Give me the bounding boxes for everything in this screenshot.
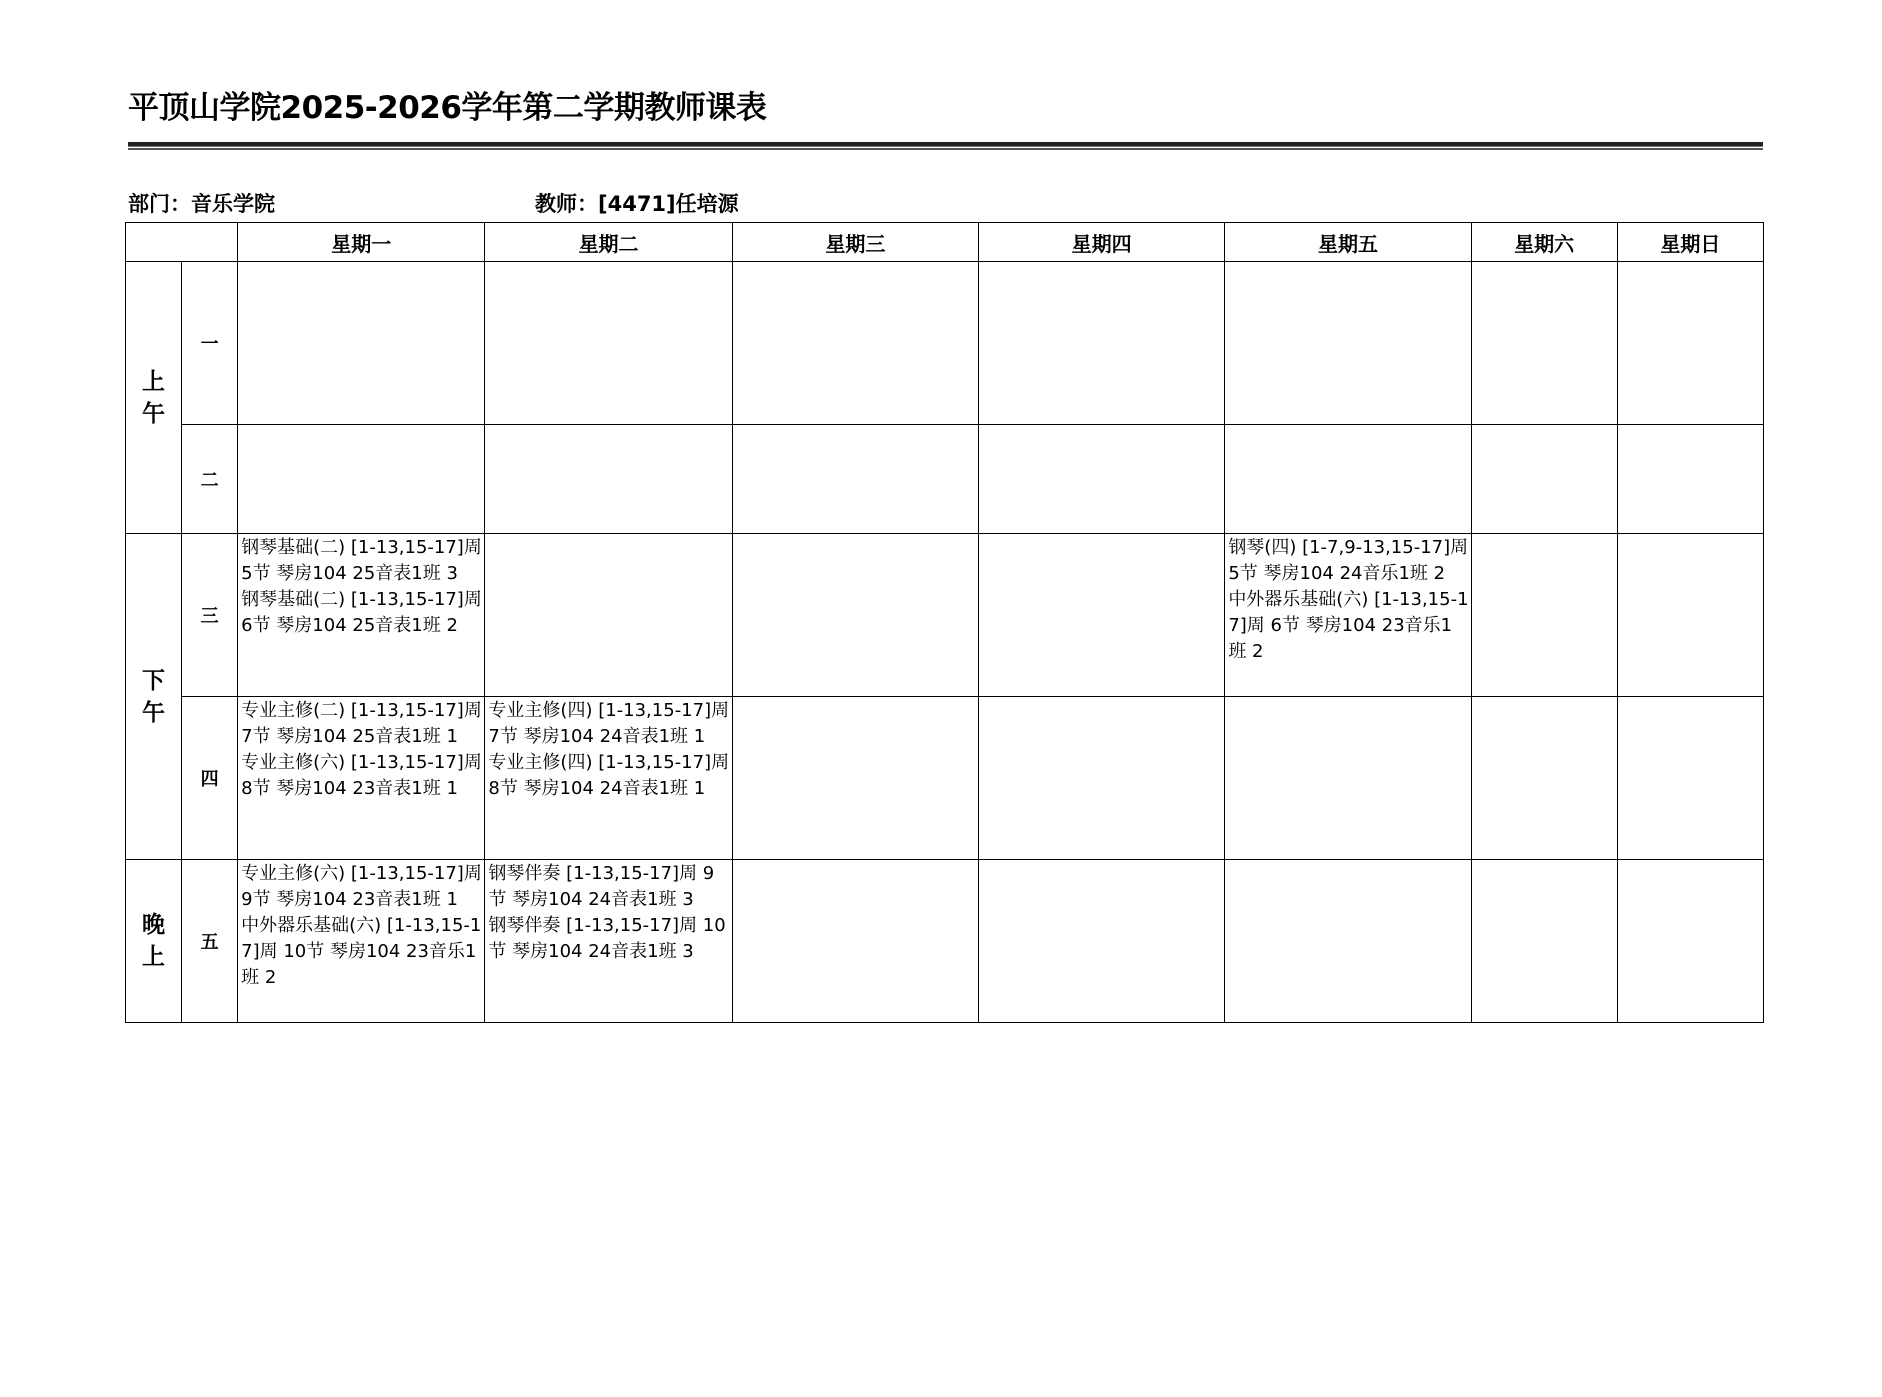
- day-header-row: [126, 223, 1764, 262]
- session-morning: [126, 262, 182, 534]
- slot-p1-mon: [238, 262, 485, 425]
- day-header-wed: 星期三: [732, 223, 978, 262]
- slot-p5-sat: [1471, 860, 1617, 1023]
- session-evening-char-2: 上: [142, 944, 166, 970]
- slot-p4-tue: [485, 697, 732, 860]
- slot-p4-thu: [979, 697, 1225, 860]
- course-entry: 中外器乐基础(六) [1-13,15-17]周 10节 琴房104 23音乐1班 2: [241, 915, 482, 988]
- day-header-mon: 星期一: [238, 223, 485, 262]
- day-header-fri: 星期五: [1225, 223, 1471, 262]
- slot-p3-fri: [1225, 534, 1471, 697]
- slot-p5-mon: [238, 860, 485, 1023]
- period-label-5: 五: [182, 860, 238, 1023]
- course-entry: 专业主修(四) [1-13,15-17]周 7节 琴房104 24音表1班 1: [488, 700, 730, 747]
- course-entry: 专业主修(六) [1-13,15-17]周 8节 琴房104 23音表1班 1: [241, 752, 482, 799]
- slot-p5-sun: [1617, 860, 1763, 1023]
- title-divider: [128, 142, 1763, 147]
- session-afternoon: [126, 534, 182, 860]
- slot-p3-thu: [979, 534, 1225, 697]
- slot-p4-mon: [238, 697, 485, 860]
- slot-p3-tue: [485, 534, 732, 697]
- session-afternoon-char-1: 下: [142, 667, 166, 694]
- slot-p2-mon: [238, 425, 485, 534]
- slot-p1-sat: [1471, 262, 1617, 425]
- course-entry: 钢琴(四) [1-7,9-13,15-17]周 5节 琴房104 24音乐1班 2: [1228, 537, 1469, 584]
- slot-p2-tue: [485, 425, 732, 534]
- timetable: [125, 222, 1764, 1023]
- session-morning-char-2: 午: [142, 400, 166, 427]
- slot-p3-sun: [1617, 534, 1763, 697]
- session-morning-char-1: 上: [142, 368, 166, 395]
- slot-p4-sun: [1617, 697, 1763, 860]
- course-entry: 钢琴基础(二) [1-13,15-17]周 6节 琴房104 25音表1班 2: [241, 589, 482, 636]
- title-divider-thin: [128, 148, 1763, 150]
- slot-p3-sat: [1471, 534, 1617, 697]
- day-header-sun: 星期日: [1617, 223, 1763, 262]
- course-entry: 钢琴伴奏 [1-13,15-17]周 10节 琴房104 24音表1班 3: [488, 915, 726, 962]
- course-entry: 专业主修(四) [1-13,15-17]周 8节 琴房104 24音表1班 1: [488, 752, 730, 799]
- period-row-4: [126, 697, 1764, 860]
- period-label-1: 一: [182, 262, 238, 425]
- day-header-sat: 星期六: [1471, 223, 1617, 262]
- page-title: 平顶山学院2025-2026学年第二学期教师课表: [128, 90, 767, 126]
- slot-p2-thu: [979, 425, 1225, 534]
- slot-p5-thu: [979, 860, 1225, 1023]
- corner-cell: [126, 223, 238, 262]
- slot-p1-wed: [732, 262, 978, 425]
- course-entry: 专业主修(二) [1-13,15-17]周 7节 琴房104 25音表1班 1: [241, 700, 482, 747]
- slot-p1-fri: [1225, 262, 1471, 425]
- course-entry: 钢琴伴奏 [1-13,15-17]周 9节 琴房104 24音表1班 3: [488, 863, 715, 910]
- slot-p2-sat: [1471, 425, 1617, 534]
- slot-p5-wed: [732, 860, 978, 1023]
- slot-p3-wed: [732, 534, 978, 697]
- period-label-4: 四: [182, 697, 238, 860]
- department-label: 部门：音乐学院: [128, 192, 275, 216]
- period-row-2: [126, 425, 1764, 534]
- day-header-thu: 星期四: [979, 223, 1225, 262]
- slot-p5-fri: [1225, 860, 1471, 1023]
- period-row-1: [126, 262, 1764, 425]
- slot-p4-wed: [732, 697, 978, 860]
- slot-p5-tue: [485, 860, 732, 1023]
- session-afternoon-char-2: 午: [142, 699, 166, 726]
- slot-p3-mon: [238, 534, 485, 697]
- course-entry: 专业主修(六) [1-13,15-17]周 9节 琴房104 23音表1班 1: [241, 863, 482, 910]
- session-evening-char-1: 晚: [142, 912, 166, 938]
- slot-p2-sun: [1617, 425, 1763, 534]
- course-entry: 钢琴基础(二) [1-13,15-17]周 5节 琴房104 25音表1班 3: [241, 537, 482, 584]
- slot-p2-wed: [732, 425, 978, 534]
- slot-p4-fri: [1225, 697, 1471, 860]
- slot-p4-sat: [1471, 697, 1617, 860]
- slot-p1-thu: [979, 262, 1225, 425]
- day-header-tue: 星期二: [485, 223, 732, 262]
- teacher-label: 教师：[4471]任培源: [535, 192, 739, 216]
- slot-p2-fri: [1225, 425, 1471, 534]
- session-evening: [126, 860, 182, 1023]
- period-label-2: 二: [182, 425, 238, 534]
- course-entry: 中外器乐基础(六) [1-13,15-17]周 6节 琴房104 23音乐1班 2: [1228, 589, 1469, 662]
- period-row-3: [126, 534, 1764, 697]
- slot-p1-sun: [1617, 262, 1763, 425]
- period-label-3: 三: [182, 534, 238, 697]
- slot-p1-tue: [485, 262, 732, 425]
- period-row-5: [126, 860, 1764, 1023]
